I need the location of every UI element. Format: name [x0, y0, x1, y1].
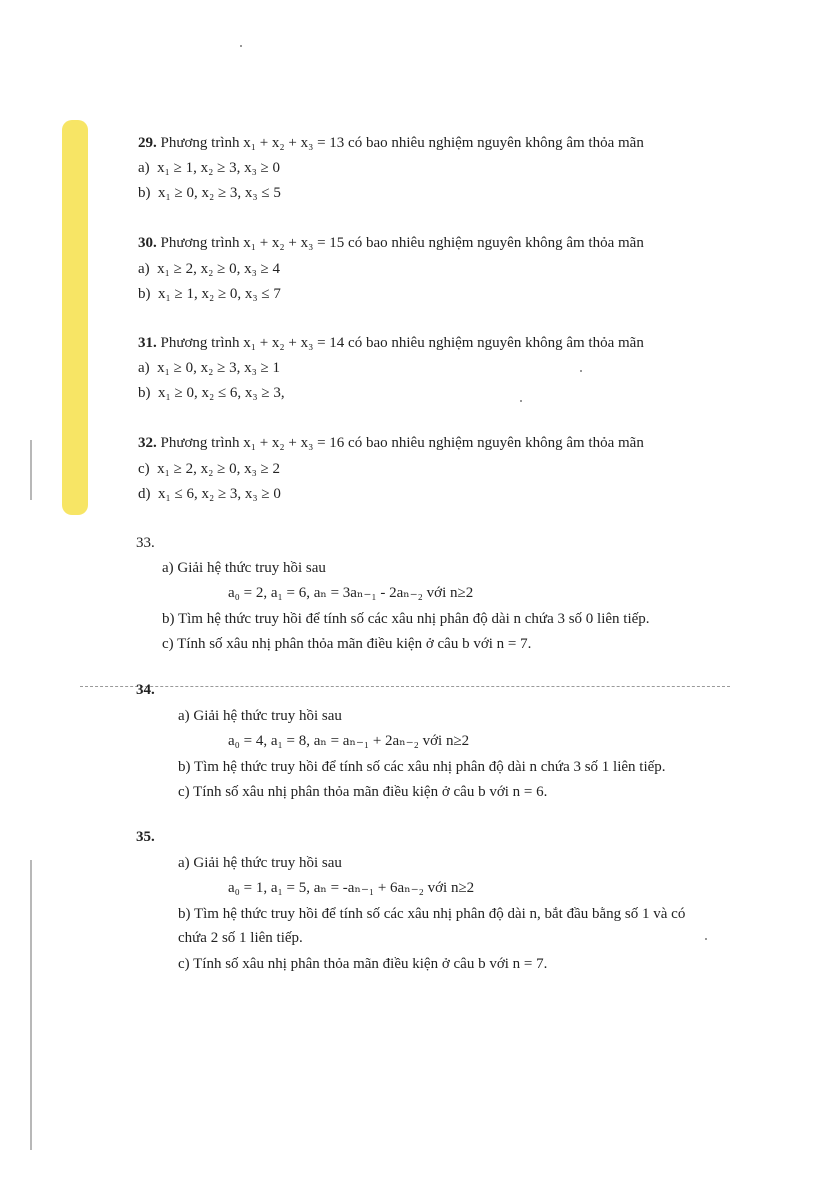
- problem-number: 29.: [138, 135, 157, 151]
- problem-34-part-c: c) Tính số xâu nhị phân thỏa mãn điều kiện ở câu b với n = 6.: [178, 784, 548, 800]
- problem-text: Phương trình x₁ + x₂ + x₃ = 15 có bao nhiêu nghiệm nguyên không âm thỏa mãn: [160, 235, 644, 251]
- scan-speck: [520, 400, 522, 402]
- part-text: x₁ ≥ 1, x₂ ≥ 3, x₃ ≥ 0: [157, 160, 281, 176]
- problem-text: Phương trình x₁ + x₂ + x₃ = 14 có bao nhiêu nghiệm nguyên không âm thỏa mãn: [160, 335, 644, 351]
- part-label: a): [138, 360, 150, 376]
- part-text: x₁ ≥ 0, x₂ ≥ 3, x₃ ≤ 5: [158, 185, 281, 201]
- problem-34-part-a: a) Giải hệ thức truy hồi sau: [178, 708, 342, 724]
- problem-30-part-a: [138, 260, 280, 278]
- problem-29-stem: [138, 134, 644, 152]
- scan-speck: [705, 938, 707, 940]
- part-text: x₁ ≥ 0, x₂ ≤ 6, x₃ ≥ 3,: [158, 385, 285, 401]
- part-label: c): [138, 461, 150, 477]
- part-label: a): [138, 160, 150, 176]
- problem-32-stem: [138, 434, 644, 452]
- scan-speck: [580, 370, 582, 372]
- part-text: x₁ ≥ 2, x₂ ≥ 0, x₃ ≥ 2: [157, 461, 281, 477]
- problem-35-part-b-continued: chứa 2 số 1 liên tiếp.: [178, 930, 303, 946]
- problem-30-stem: [138, 234, 644, 252]
- problem-number: 35.: [136, 829, 155, 845]
- problem-32-part-c: [138, 460, 280, 478]
- part-label: b): [138, 385, 151, 401]
- problem-text: Phương trình x₁ + x₂ + x₃ = 13 có bao nhiêu nghiệm nguyên không âm thỏa mãn: [160, 135, 644, 151]
- scan-edge-mark: [30, 860, 32, 1150]
- problem-text: Phương trình x₁ + x₂ + x₃ = 16 có bao nhiêu nghiệm nguyên không âm thỏa mãn: [160, 435, 644, 451]
- problem-33-number: [136, 534, 155, 552]
- problem-32-part-d: [138, 485, 281, 503]
- problem-31-part-a: [138, 359, 280, 377]
- part-label: d): [138, 486, 151, 502]
- problem-33-part-a: a) Giải hệ thức truy hồi sau: [162, 560, 326, 576]
- part-text: x₁ ≥ 0, x₂ ≥ 3, x₃ ≥ 1: [157, 360, 281, 376]
- part-text: x₁ ≥ 1, x₂ ≥ 0, x₃ ≤ 7: [158, 286, 281, 302]
- problem-31-stem: [138, 334, 644, 352]
- problem-number: 33.: [136, 535, 155, 551]
- problem-29-part-b: [138, 184, 281, 202]
- problem-33-part-c: c) Tính số xâu nhị phân thỏa mãn điều kiện ở câu b với n = 7.: [162, 636, 532, 652]
- problem-35-number: [136, 828, 155, 846]
- scan-dashed-line: [80, 686, 730, 687]
- problem-34-recurrence: a₀ = 4, a₁ = 8, aₙ = aₙ₋₁ + 2aₙ₋₂ với n≥2: [228, 733, 470, 749]
- part-text: x₁ ≤ 6, x₂ ≥ 3, x₃ ≥ 0: [158, 486, 281, 502]
- problem-34-number: [136, 681, 155, 699]
- scan-edge-mark-upper: [30, 440, 32, 500]
- part-label: a): [138, 261, 150, 277]
- problem-number: 34.: [136, 682, 155, 698]
- problem-29-part-a: [138, 159, 280, 177]
- yellow-highlighter-mark: [62, 120, 88, 515]
- problem-34-part-b: b) Tìm hệ thức truy hồi để tính số các xâu nhị phân độ dài n chứa 3 số 1 liên tiếp.: [178, 759, 666, 775]
- problem-35-recurrence: a₀ = 1, a₁ = 5, aₙ = -aₙ₋₁ + 6aₙ₋₂ với n≥2: [228, 880, 475, 896]
- problem-31-part-b: [138, 384, 285, 402]
- part-text: x₁ ≥ 2, x₂ ≥ 0, x₃ ≥ 4: [157, 261, 281, 277]
- problem-number: 30.: [138, 235, 157, 251]
- problem-number: 31.: [138, 335, 157, 351]
- scan-speck: [240, 45, 242, 47]
- problem-35-part-a: a) Giải hệ thức truy hồi sau: [178, 855, 342, 871]
- problem-35-part-c: c) Tính số xâu nhị phân thỏa mãn điều kiện ở câu b với n = 7.: [178, 956, 548, 972]
- problem-33-recurrence: a₀ = 2, a₁ = 6, aₙ = 3aₙ₋₁ - 2aₙ₋₂ với n≥2: [228, 585, 474, 601]
- problem-33-part-b: b) Tìm hệ thức truy hồi để tính số các xâu nhị phân độ dài n chứa 3 số 0 liên tiếp.: [162, 611, 650, 627]
- part-label: b): [138, 185, 151, 201]
- problem-number: 32.: [138, 435, 157, 451]
- part-label: b): [138, 286, 151, 302]
- problem-30-part-b: [138, 285, 281, 303]
- problem-35-part-b: b) Tìm hệ thức truy hồi để tính số các xâu nhị phân độ dài n, bắt đầu bằng số 1 và có: [178, 906, 686, 922]
